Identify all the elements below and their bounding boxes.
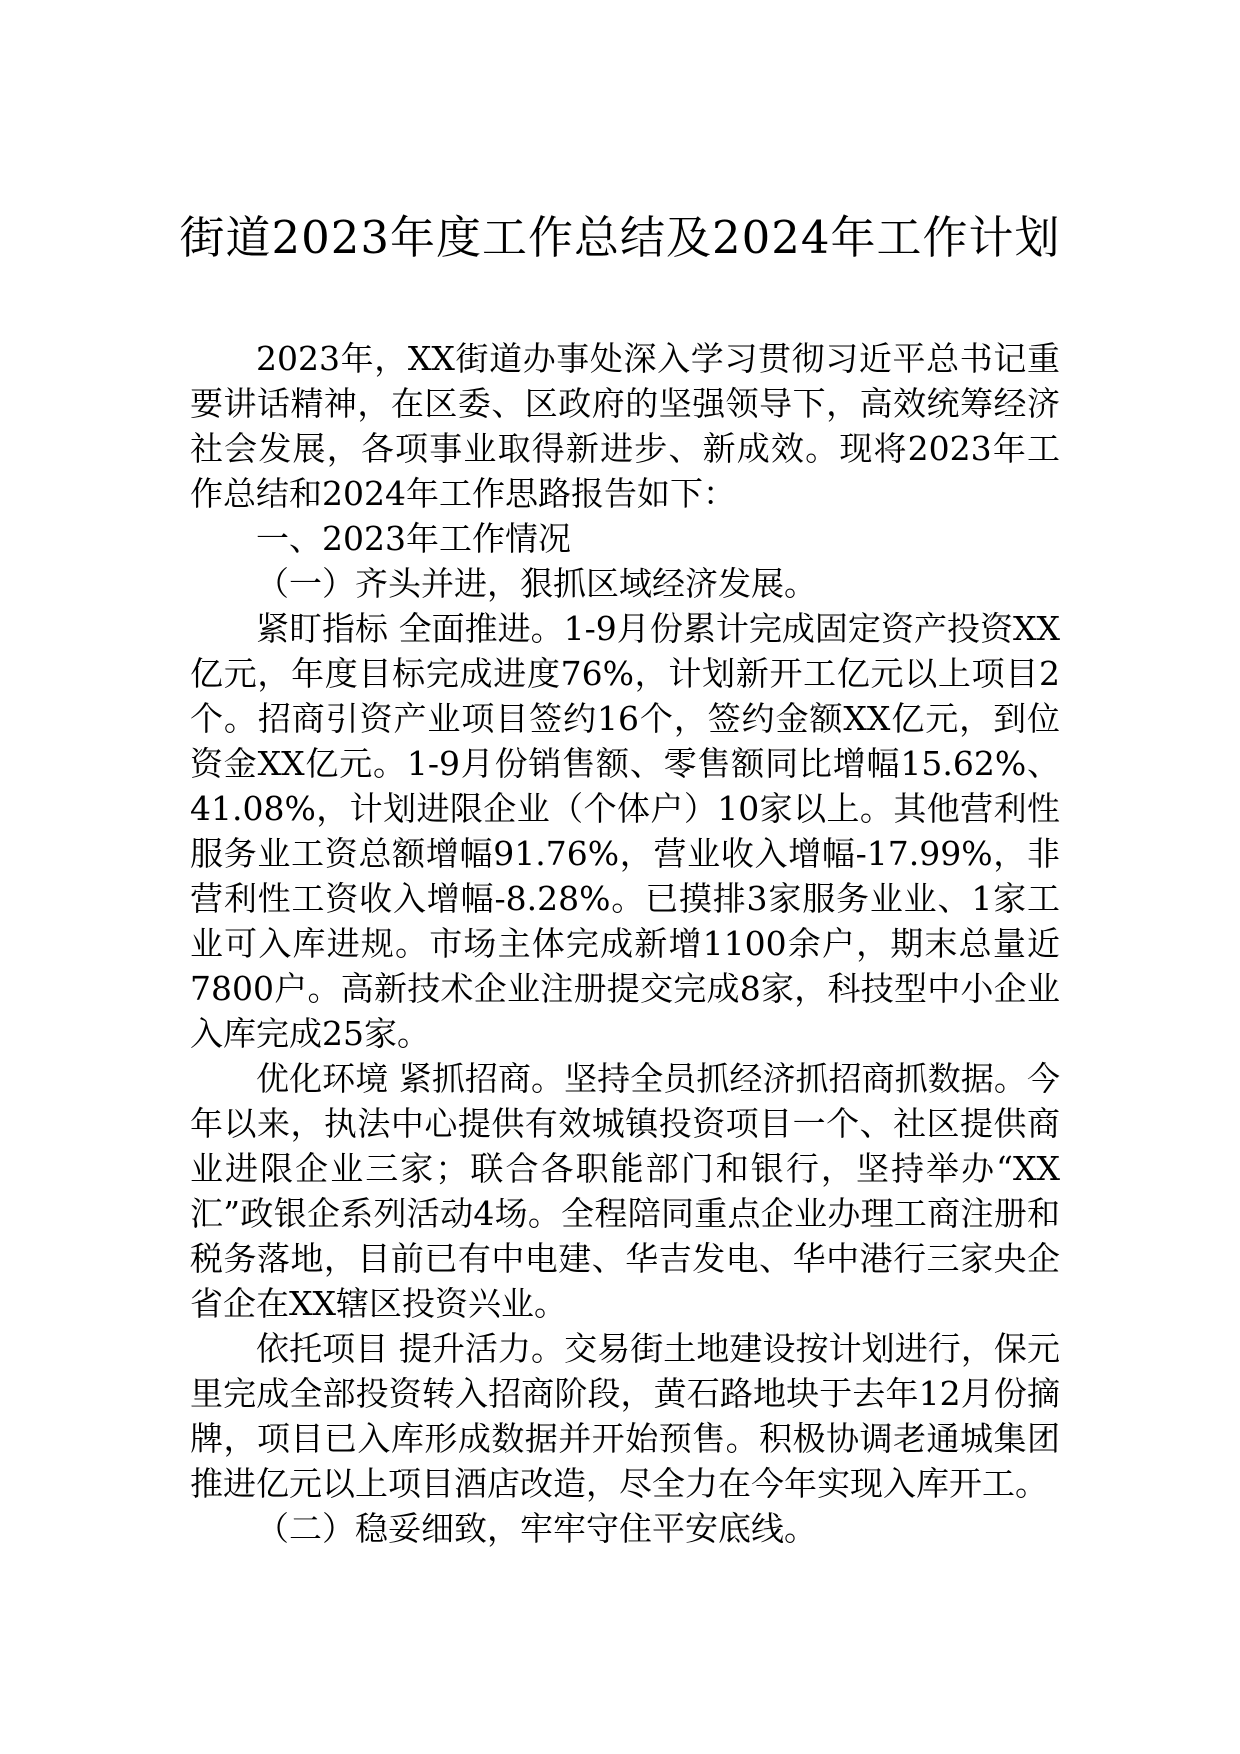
projects-paragraph: 依托项目 提升活力。交易街土地建设按计划进行，保元里完成全部投资转入招商阶段，黄石路地块于去年12月份摘牌，项目已入库形成数据并开始预售。积极协调老通城集团推进亿元以上项目酒店改造，尽全力在今年实现入库开工。 <box>190 1329 1060 1503</box>
subsection-1-heading: （一）齐头并进，狠抓区域经济发展。 <box>256 564 817 603</box>
section-1-heading: 一、2023年工作情况 <box>256 519 571 558</box>
indicators-paragraph: 紧盯指标 全面推进。1-9月份累计完成固定资产投资XX亿元，年度目标完成进度76%，计划新开工亿元以上项目2个。招商引资产业项目签约16个，签约金额XX亿元，到位资金XX亿元。1-9月份销售额、零售额同比增幅15.62%、41.08%，计划进限企业（个体户）10家以上。其他营利性服务业工资总额增幅91.76%，营业收入增幅-17.99%，非营利性工资收入增幅-8.28%。已摸排3家服务业业、1家工业可入库进规。市场主体完成新增1100余户，期末总量近7800户。高新技术企业注册提交完成8家，科技型中小企业入库完成25家。 <box>190 609 1060 1053</box>
intro-paragraph: 2023年，XX街道办事处深入学习贯彻习近平总书记重要讲话精神，在区委、区政府的坚强领导下，高效统筹经济社会发展，各项事业取得新进步、新成效。现将2023年工作总结和2024年工作思路报告如下： <box>190 339 1060 513</box>
subsection-2-heading: （二）稳妥细致，牢牢守住平安底线。 <box>256 1509 817 1548</box>
environment-paragraph: 优化环境 紧抓招商。坚持全员抓经济抓招商抓数据。今年以来，执法中心提供有效城镇投资项目一个、社区提供商业进限企业三家；联合各职能部门和银行，坚持举办“XX汇”政银企系列活动4场。全程陪同重点企业办理工商注册和税务落地，目前已有中电建、华吉发电、华中港行三家央企省企在XX辖区投资兴业。 <box>190 1059 1060 1323</box>
document-title: 街道2023年度工作总结及2024年工作计划 <box>179 211 1061 264</box>
document-body <box>190 336 1060 1551</box>
